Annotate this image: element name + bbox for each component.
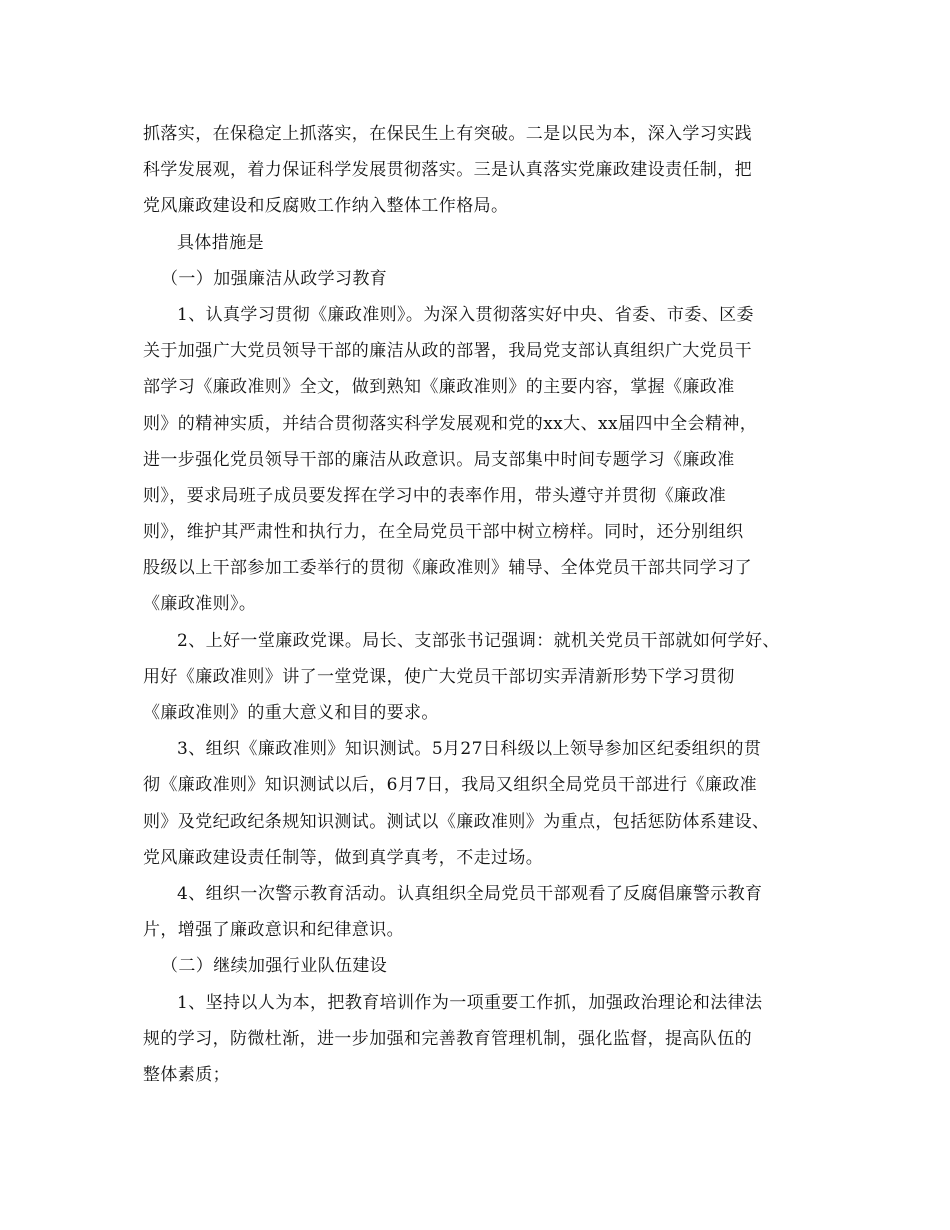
body-text-line: 则》及党纪政纪条规知识测试。测试以《廉政准则》为重点，包括惩防体系建设、 — [143, 811, 770, 832]
body-text-line: 部学习《廉政准则》全文，做到熟知《廉政准则》的主要内容，掌握《廉政准 — [143, 377, 735, 398]
body-text-line: 3、组织《廉政准则》知识测试。5月27日科级以上领导参加区纪委组织的贯 — [177, 739, 762, 760]
body-text-line: 《廉政准则》的重大意义和目的要求。 — [143, 703, 439, 723]
body-text-line: 则》的精神实质，并结合贯彻落实科学发展观和党的xx大、xx届四中全会精神， — [143, 413, 758, 434]
body-text-line: 党风廉政建设责任制等，做到真学真考，不走过场。 — [143, 847, 544, 868]
body-text-line: 2、上好一堂廉政党课。局长、支部张书记强调：就机关党员干部就如何学好、 — [177, 630, 780, 651]
body-text-line: 党风廉政建设和反腐败工作纳入整体工作格局。 — [143, 196, 509, 217]
body-text-line: 抓落实，在保稳定上抓落实，在保民生上有突破。二是以民为本，深入学习实践 — [143, 124, 752, 144]
body-text-line: 科学发展观，着力保证科学发展贯彻落实。三是认真落实党廉政建设责任制，把 — [143, 160, 752, 181]
body-text-line: 用好《廉政准则》讲了一堂党课，使广大党员干部切实弄清新形势下学习贯彻 — [143, 666, 735, 687]
section-heading: （二）继续加强行业队伍建设 — [161, 956, 388, 977]
body-text-line: 1、认真学习贯彻《廉政准则》。为深入贯彻落实好中央、省委、市委、区委 — [177, 304, 754, 325]
body-text-line: 整体素质； — [143, 1064, 230, 1085]
body-text-line: 《廉政准则》。 — [143, 594, 257, 615]
body-text-line: 4、组织一次警示教育活动。认真组织全局党员干部观看了反腐倡廉警示教育 — [177, 883, 763, 904]
body-text-line: 则》，要求局班子成员要发挥在学习中的表率作用，带头遵守并贯彻《廉政准 — [143, 485, 727, 506]
document-body — [143, 116, 833, 1093]
body-text-line: 则》，维护其严肃性和执行力，在全局党员干部中树立榜样。同时，还分别组织 — [143, 522, 744, 543]
body-text-line: 1、坚持以人为本，把教育培训作为一项重要工作抓，加强政治理论和法律法 — [177, 992, 763, 1013]
body-text-line: 规的学习，防微杜渐，进一步加强和完善教育管理机制，强化监督，提高队伍的 — [143, 1028, 752, 1049]
body-text-line: 关于加强广大党员领导干部的廉洁从政的部署，我局党支部认真组织广大党员干 — [143, 341, 752, 362]
paragraph-heading: 具体措施是 — [177, 232, 264, 253]
body-text-line: 进一步强化党员领导干部的廉洁从政意识。局支部集中时间专题学习《廉政准 — [143, 449, 735, 470]
body-text-line: 片，增强了廉政意识和纪律意识。 — [143, 920, 404, 941]
body-text-line: 股级以上干部参加工委举行的贯彻《廉政准则》辅导、全体党员干部共同学习了 — [143, 558, 752, 579]
body-text-line: 彻《廉政准则》知识测试以后，6月7日，我局又组织全局党员干部进行《廉政准 — [143, 775, 758, 796]
section-heading: （一）加强廉洁从政学习教育 — [161, 268, 388, 289]
